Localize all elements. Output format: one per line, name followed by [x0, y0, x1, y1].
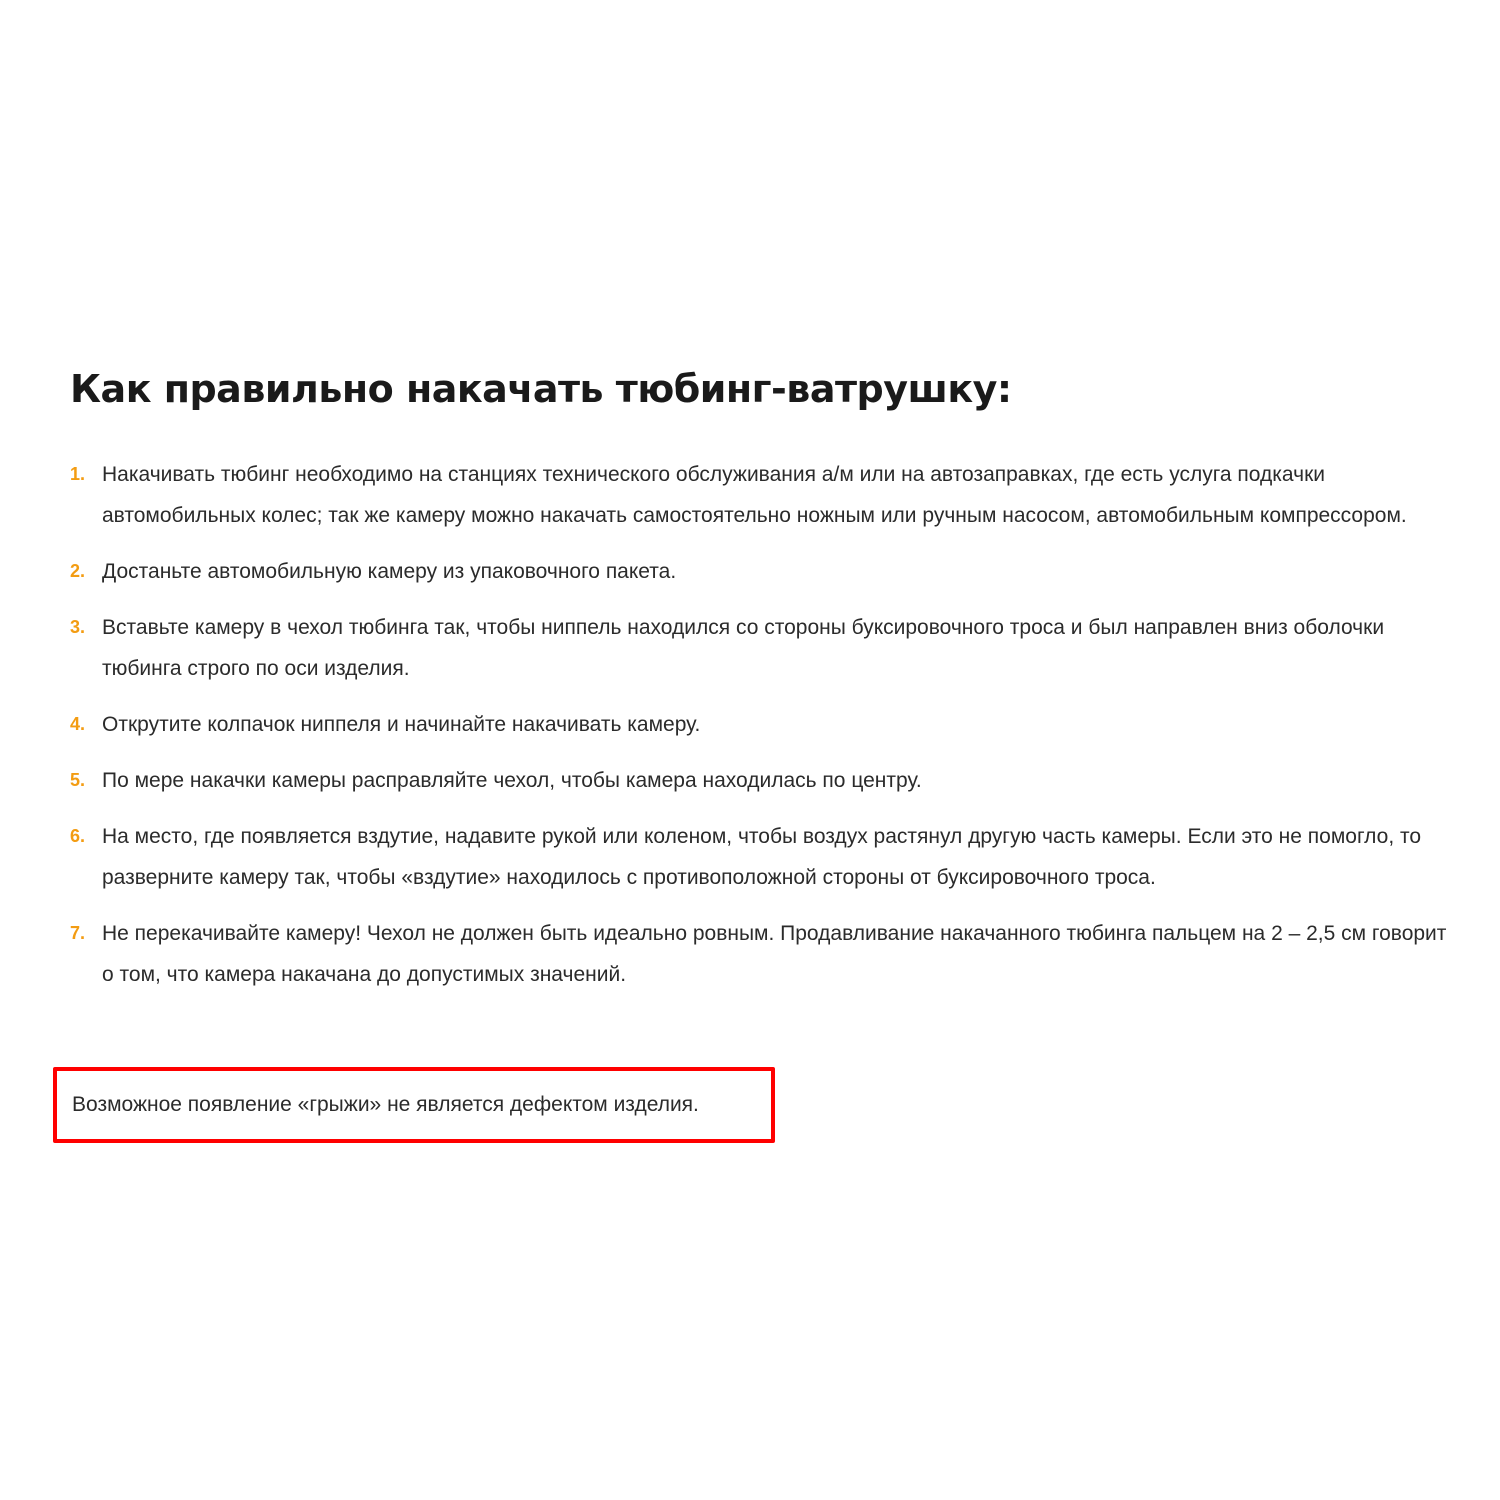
step-number: 1. [70, 464, 86, 484]
highlighted-note [53, 1067, 775, 1143]
step-text: Достаньте автомобильную камеру из упаковочного пакета. [102, 560, 677, 583]
step-number: 2. [70, 561, 86, 581]
list-item [70, 816, 1460, 898]
step-number: 7. [70, 923, 86, 943]
list-item [70, 913, 1460, 995]
step-text: Открутите колпачок ниппеля и начинайте накачивать камеру. [102, 713, 701, 736]
step-number: 3. [70, 617, 86, 637]
step-number: 4. [70, 714, 86, 734]
list-item [70, 760, 1460, 801]
list-item [70, 704, 1460, 745]
step-number: 6. [70, 826, 86, 846]
step-number: 5. [70, 770, 86, 790]
steps-list [70, 454, 1460, 995]
article [70, 360, 1460, 1010]
note-text: Возможное появление «грыжи» не является дефектом изделия. [72, 1093, 699, 1116]
step-text: На место, где появляется вздутие, надавите рукой или коленом, чтобы воздух растянул другую часть камеры. Если это не помогло, то разверните камеру так, чтобы «вздутие» находилось с противоположной стороны от буксировочного троса. [102, 825, 1422, 889]
list-item [70, 551, 1460, 592]
step-text: Накачивать тюбинг необходимо на станциях технического обслуживания а/м или на автозаправках, где есть услуга подкачки автомобильных колес; так же камеру можно накачать самостоятельно ножным или ручным насосом, автомобильным компрессором. [102, 463, 1407, 527]
step-text: Вставьте камеру в чехол тюбинга так, чтобы ниппель находился со стороны буксировочного троса и был направлен вниз оболочки тюбинга строго по оси изделия. [102, 616, 1385, 680]
step-text: Не перекачивайте камеру! Чехол не должен быть идеально ровным. Продавливание накачанного тюбинга пальцем на 2 – 2,5 см говорит о том, что камера накачана до допустимых значений. [102, 922, 1447, 986]
page-title: Как правильно накачать тюбинг-ватрушку: [70, 367, 1012, 411]
list-item [70, 607, 1460, 689]
list-item [70, 454, 1460, 536]
step-text: По мере накачки камеры расправляйте чехол, чтобы камера находилась по центру. [102, 769, 922, 792]
